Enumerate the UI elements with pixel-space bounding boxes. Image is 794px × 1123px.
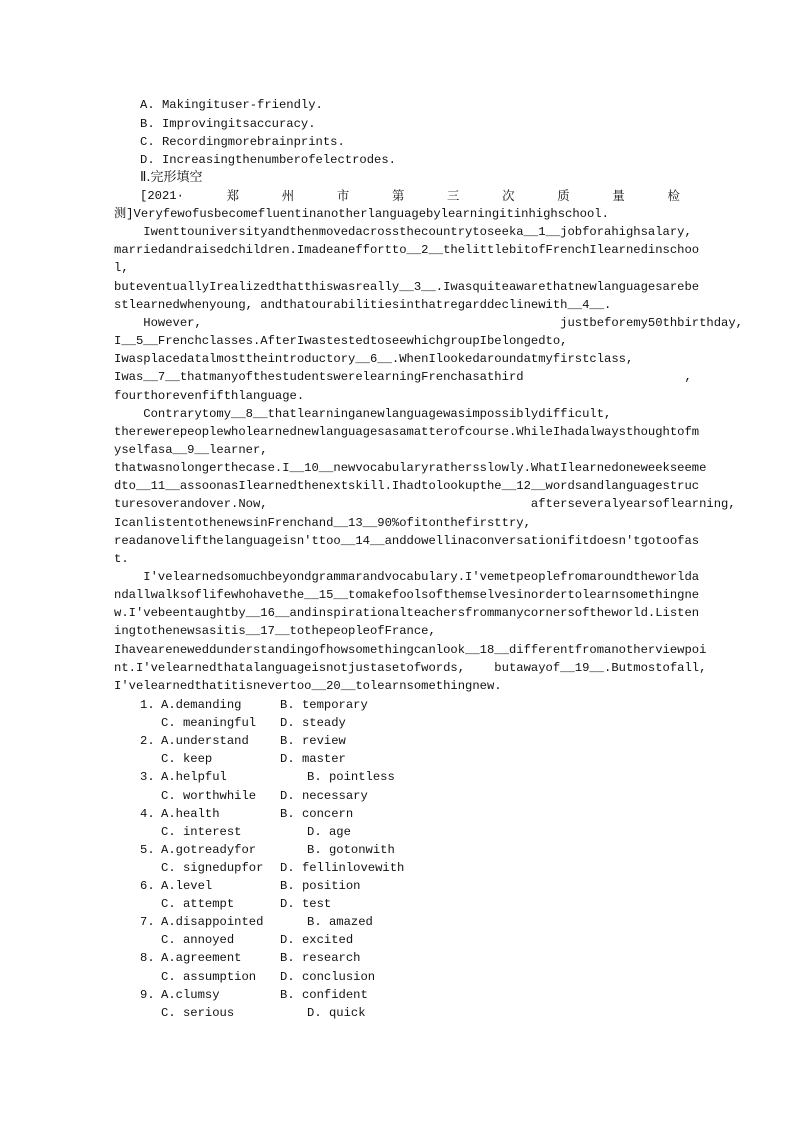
question-number: 1.	[140, 698, 155, 712]
passage-line: I'velearnedthatitisnevertoo__20__tolearnsomethingnew.	[114, 678, 502, 693]
passage-line: thatwasnolongerthecase.I__10__newvocabularyrathersslowly.WhatIlearnedoneweekseeme	[114, 461, 707, 476]
passage-line: ingtothenewsasitis__17__tothepeopleofFrance,	[114, 624, 436, 639]
passage-line: dto__11__assoonasIlearnedthenextskill.Ihadtolookupthe__12__wordsandlanguagestruc	[114, 479, 700, 494]
option-c: C. assumption	[161, 969, 257, 984]
option-a: A.disappointed	[161, 915, 264, 930]
passage-line: Contrarytomy__8__thatlearninganewlanguagewasimpossiblydifficult,	[114, 406, 612, 421]
question-number: 7.	[140, 915, 155, 930]
option-c: C. interest	[161, 824, 242, 839]
passage-line: w.I'vebeentaughtby__16__andinspirationalteachersfrommanycornersoftheworld.Listen	[114, 606, 700, 621]
option-c: C. attempt	[161, 897, 235, 912]
option-d: D. quick	[307, 1005, 366, 1020]
option-a: A.gotreadyfor	[161, 842, 257, 857]
source-line	[140, 187, 680, 205]
prev-option-a: A. Makingituser-friendly.	[140, 98, 323, 112]
option-c: C. meaningful	[161, 716, 257, 731]
option-b: B. concern	[280, 806, 354, 821]
passage-line: stlearnedwhenyoung, andthatourabilitiesinthatregarddeclinewith__4__.	[114, 297, 612, 312]
option-a: A.health	[161, 806, 220, 821]
option-b: B. research	[280, 951, 361, 966]
prev-option-d: D. Increasingthenumberofelectrodes.	[140, 153, 396, 167]
option-c: C. worthwhile	[161, 788, 257, 803]
option-d: D. fellinlovewith	[280, 860, 405, 875]
option-a: A.demanding	[161, 698, 242, 712]
passage-line: Iwenttouniversityandthenmovedacrossthecountrytoseeka__1__jobforahighsalary,	[114, 225, 692, 240]
source-part: [2021·	[140, 189, 184, 203]
prev-option-b: B. Improvingitsaccuracy.	[140, 117, 316, 131]
question-number: 3.	[140, 770, 155, 785]
source-part: 郑	[226, 188, 239, 203]
passage-line: Iwasplacedatalmosttheintroductory__6__.WhenIlookedaroundatmyfirstclass,	[114, 352, 634, 367]
passage-line: t.	[114, 551, 129, 566]
passage-line: fourthorevenfifthlanguage.	[114, 388, 305, 403]
option-c: C. serious	[161, 1005, 235, 1020]
source-part: 检	[667, 188, 680, 203]
question-number: 9.	[140, 987, 155, 1002]
question-number: 8.	[140, 951, 155, 966]
passage-line: Iwas__7__thatmanyofthestudentswerelearningFrenchasathird ,	[114, 370, 692, 385]
option-b: B. pointless	[307, 770, 395, 785]
option-b: B. amazed	[307, 915, 373, 930]
option-b: B. confident	[280, 987, 368, 1002]
passage-line: buteventuallyIrealizedthatthiswasreally__3__.Iwasquiteawarethatnewlanguagesarebe	[114, 279, 700, 294]
source-part: 次	[502, 188, 515, 203]
option-a: A.level	[161, 879, 213, 893]
passage-line: IcanlistentothenewsinFrenchand__13__90%ofitonthefirsttry,	[114, 515, 531, 530]
option-d: D. age	[307, 824, 351, 839]
option-d: D. necessary	[280, 788, 368, 803]
source-part: 第	[391, 188, 405, 203]
question-number: 6.	[140, 879, 155, 893]
option-d: D. conclusion	[280, 969, 376, 984]
passage-line: Ihaveareneweddunderstandingofhowsomethingcanlook__18__differentfromanotherviewpoi	[114, 642, 707, 657]
passage-line: I__5__Frenchclasses.AfterIwastestedtoseewhichgroupIbelongedto,	[114, 334, 568, 349]
passage-line: 测]Veryfewofusbecomefluentinanotherlanguagebylearningitinhighschool.	[114, 207, 609, 221]
option-c: C. annoyed	[161, 933, 235, 948]
passage-line: However, justbeforemy50thbirthday,	[114, 315, 743, 330]
section-title: Ⅱ.完形填空	[140, 170, 203, 185]
option-d: D. test	[280, 897, 332, 912]
option-b: B. temporary	[280, 698, 368, 712]
source-part: 市	[336, 188, 350, 203]
passage-line: turesoverandover.Now, afterseveralyearsoflearning,	[114, 497, 736, 512]
passage-line: I'velearnedsomuchbeyondgrammarandvocabulary.I'vemetpeoplefromaroundtheworlda	[114, 570, 700, 584]
source-part: 三	[447, 188, 460, 203]
option-b: B. gotonwith	[307, 842, 395, 857]
prev-option-c: C. Recordingmorebrainprints.	[140, 135, 345, 149]
passage-line: yselfasa__9__learner,	[114, 442, 268, 457]
question-number: 4.	[140, 806, 155, 821]
passage-line: marriedandraisedchildren.Imadeaneffortto__2__thelittlebitofFrenchIlearnedinschoo	[114, 243, 700, 258]
question-number: 5.	[140, 842, 155, 857]
option-d: D. master	[280, 752, 346, 767]
source-part: 量	[612, 188, 625, 203]
option-d: D. excited	[280, 933, 354, 948]
option-c: C. signedupfor	[161, 860, 264, 875]
question-number: 2.	[140, 734, 155, 749]
source-part: 州	[281, 188, 295, 203]
option-b: B. review	[280, 734, 346, 749]
option-a: A.helpful	[161, 770, 227, 785]
passage-line: therewerepeoplewholearnednewlanguagesasamatterofcourse.WhileIhadalwaysthoughtofm	[114, 424, 700, 439]
passage-line: l,	[114, 261, 129, 276]
option-a: A.understand	[161, 734, 249, 749]
passage-line: readanovelifthelanguageisn'ttoo__14__anddowellinaconversationifitdoesn'tgotoofas	[114, 533, 700, 548]
passage-line: ndallwalksoflifewhohavethe__15__tomakefoolsofthemselvesinordertolearnsomethingne	[114, 588, 700, 603]
option-b: B. position	[280, 879, 361, 893]
source-part: 质	[557, 188, 570, 203]
option-a: A.agreement	[161, 951, 242, 966]
option-d: D. steady	[280, 716, 346, 731]
option-a: A.clumsy	[161, 987, 220, 1002]
passage-line: nt.I'velearnedthatalanguageisnotjustasetofwords, butawayof__19__.Butmostofall,	[114, 660, 707, 675]
option-c: C. keep	[161, 752, 213, 767]
